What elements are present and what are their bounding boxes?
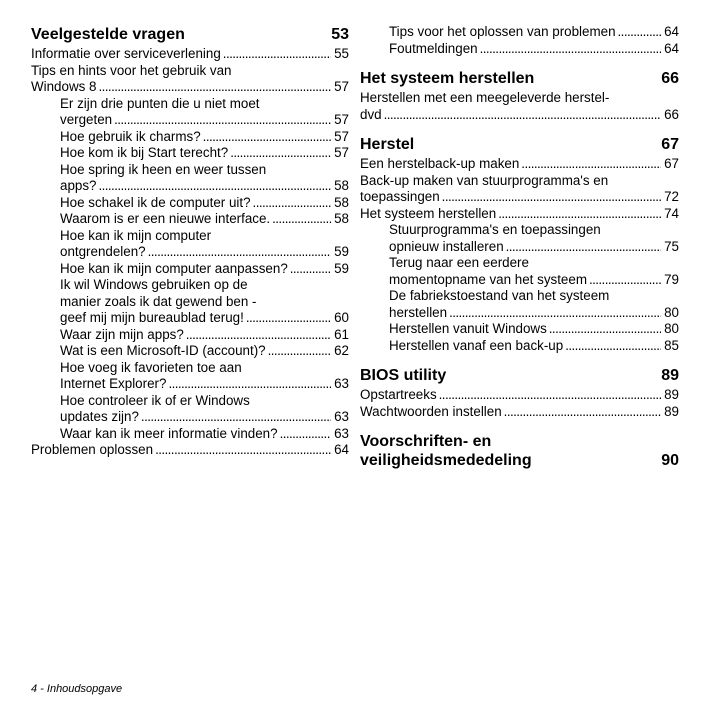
entry-line <box>389 305 679 322</box>
entry-page-number: 57 <box>334 145 349 160</box>
entry-title-first-line: Tips en hints voor het gebruik van <box>31 62 232 78</box>
entry-title-first-line: Terug naar een eerdere <box>389 255 529 270</box>
dot-leader <box>563 338 661 355</box>
entry-title: updates zijn? <box>60 409 139 424</box>
toc-subentry[interactable] <box>31 360 349 393</box>
section-page-number: 89 <box>661 367 679 384</box>
entry-page-number: 75 <box>664 238 679 254</box>
toc-subentry[interactable] <box>31 145 349 162</box>
entry-page-number: 64 <box>334 442 349 457</box>
section-title: Voorschriften- en veiligheidsmededeling <box>360 433 532 469</box>
entry-title: Een herstelback-up maken <box>360 156 520 171</box>
entry-title: Waar kan ik meer informatie vinden? <box>60 425 278 441</box>
toc-entry-list <box>360 156 679 354</box>
toc-entry-list <box>360 90 679 123</box>
entry-title: Windows 8 <box>31 79 97 94</box>
entry-page-number: 79 <box>664 271 679 287</box>
entry-title: ontgrendelen? <box>60 244 146 259</box>
entry-line <box>60 211 349 228</box>
toc-entry[interactable] <box>360 90 679 123</box>
page-footer: 4 - Inhoudsopgave <box>31 683 123 695</box>
entry-line <box>60 426 349 443</box>
entry-page-number: 64 <box>664 40 679 56</box>
dot-leader <box>244 310 331 327</box>
entry-title: apps? <box>60 178 97 193</box>
entry-page-number: 80 <box>664 304 679 320</box>
entry-line <box>60 409 349 426</box>
toc-entry[interactable] <box>360 156 679 173</box>
dot-leader <box>270 211 331 228</box>
toc-section-heading[interactable] <box>360 69 679 88</box>
entry-line <box>360 404 679 421</box>
entry-page-number: 55 <box>334 46 349 61</box>
entry-title: Herstellen vanaf een back-up <box>389 337 564 353</box>
toc-entry[interactable] <box>360 404 679 421</box>
entry-title: Tips voor het oplossen van problemen <box>389 24 616 39</box>
entry-title: vergeten <box>60 112 113 127</box>
dot-leader <box>251 195 332 212</box>
dot-leader <box>496 206 661 223</box>
entry-page-number: 67 <box>664 156 679 171</box>
entry-title-first-line: Er zijn drie punten die u niet moet <box>60 95 260 111</box>
entry-title: Hoe schakel ik de computer uit? <box>60 194 251 210</box>
entry-page-number: 59 <box>334 260 349 276</box>
entry-page-number: 63 <box>334 376 349 391</box>
entry-title: Problemen oplossen <box>31 442 154 457</box>
toc-section-heading[interactable] <box>360 135 679 154</box>
toc-entry[interactable] <box>360 173 679 206</box>
entry-title: geef mij mijn bureaublad terug! <box>60 310 244 325</box>
entry-line <box>60 327 349 344</box>
toc-subentry[interactable] <box>360 338 679 355</box>
entry-line <box>389 321 679 338</box>
toc-subentry[interactable] <box>31 162 349 195</box>
entry-title: Informatie over serviceverlening <box>31 46 221 61</box>
toc-entry[interactable] <box>360 387 679 404</box>
toc-subentry[interactable] <box>360 288 679 321</box>
toc-subentry[interactable] <box>31 96 349 129</box>
entry-title-first-line: Ik wil Windows gebruiken op de manier zoals ik dat gewend ben - <box>60 277 257 309</box>
entry-page-number: 85 <box>664 337 679 353</box>
entry-page-number: 66 <box>664 106 679 122</box>
section-title: Herstel <box>360 136 415 153</box>
section-page-number: 53 <box>331 26 349 43</box>
toc-subentry[interactable] <box>31 195 349 212</box>
entry-line <box>60 376 349 393</box>
entry-page-number: 64 <box>664 24 679 39</box>
entry-line <box>360 387 679 404</box>
entry-title-first-line: Hoe kan ik mijn computer <box>60 227 212 243</box>
entry-line <box>31 46 349 63</box>
entry-title: Hoe kom ik bij Start terecht? <box>60 145 229 160</box>
entry-title-first-line: Stuurprogramma's en toepassingen <box>389 222 601 237</box>
entry-page-number: 58 <box>334 211 349 226</box>
dot-leader <box>547 321 661 338</box>
entry-title-first-line: Herstellen met een meegeleverde herstel- <box>360 90 610 105</box>
entry-line <box>360 156 679 173</box>
toc-subentry[interactable] <box>360 41 679 58</box>
section-title: BIOS utility <box>360 367 447 384</box>
entry-title: Wachtwoorden instellen <box>360 403 502 419</box>
entry-line <box>60 178 349 195</box>
entry-title: Het systeem herstellen <box>360 205 497 221</box>
entry-title-first-line: Hoe voeg ik favorieten toe aan <box>60 359 242 375</box>
entry-page-number: 57 <box>334 112 349 127</box>
toc-subentry[interactable] <box>360 321 679 338</box>
dot-leader <box>502 404 661 421</box>
entry-title: toepassingen <box>360 189 440 204</box>
entry-line <box>389 24 679 41</box>
section-title: Veelgestelde vragen <box>31 26 185 43</box>
entry-page-number: 89 <box>664 403 679 419</box>
dot-leader <box>266 343 331 360</box>
entry-title: Opstartreeks <box>360 387 437 402</box>
entry-title-first-line: Hoe controleer ik of er Windows <box>60 392 250 408</box>
toc-entry-list <box>360 24 679 57</box>
dot-leader <box>201 129 331 146</box>
dot-leader <box>587 272 661 289</box>
dot-leader <box>437 387 661 404</box>
section-page-number: 90 <box>661 452 679 469</box>
entry-title: Wat is een Microsoft-ID (account)? <box>60 343 266 358</box>
toc-subentry[interactable] <box>31 393 349 426</box>
toc-section-heading[interactable] <box>360 366 679 385</box>
entry-title: Hoe gebruik ik charms? <box>60 128 201 144</box>
entry-page-number: 59 <box>334 244 349 259</box>
dot-leader <box>278 426 332 443</box>
entry-page-number: 57 <box>334 128 349 144</box>
toc-subentry[interactable] <box>31 228 349 261</box>
toc-subentry[interactable] <box>31 277 349 327</box>
toc-left-column <box>31 24 349 459</box>
dot-leader <box>288 261 331 278</box>
dot-leader <box>447 305 661 322</box>
entry-title: momentopname van het systeem <box>389 271 587 287</box>
entry-page-number: 62 <box>334 343 349 358</box>
dot-leader <box>139 409 331 426</box>
entry-page-number: 72 <box>664 189 679 204</box>
dot-leader <box>112 112 331 129</box>
dot-leader <box>166 376 331 393</box>
toc-subentry[interactable] <box>31 426 349 443</box>
entry-line <box>60 261 349 278</box>
entry-page-number: 80 <box>664 321 679 336</box>
entry-line <box>389 272 679 289</box>
dot-leader <box>153 442 331 459</box>
entry-page-number: 61 <box>334 326 349 342</box>
entry-line <box>60 129 349 146</box>
dot-leader <box>221 46 331 63</box>
dot-leader <box>96 178 331 195</box>
toc-subentry[interactable] <box>360 24 679 41</box>
entry-line <box>360 206 679 223</box>
section-page-number: 66 <box>661 70 679 87</box>
toc-section-list <box>360 69 679 470</box>
entry-title: Waar zijn mijn apps? <box>60 326 184 342</box>
entry-page-number: 63 <box>334 409 349 424</box>
toc-subentry[interactable] <box>31 327 349 344</box>
entry-page-number: 57 <box>334 79 349 94</box>
entry-title: Internet Explorer? <box>60 376 167 391</box>
toc-subentry[interactable] <box>31 129 349 146</box>
dot-leader <box>97 79 332 96</box>
entry-line <box>31 79 349 96</box>
dot-leader <box>519 156 661 173</box>
entry-line <box>360 189 679 206</box>
toc-subentry[interactable] <box>31 261 349 278</box>
dot-leader <box>146 244 331 261</box>
section-page-number: 67 <box>661 136 679 153</box>
toc-subentry[interactable] <box>31 343 349 360</box>
entry-line <box>60 195 349 212</box>
toc-right-column <box>360 24 679 472</box>
dot-leader <box>184 327 331 344</box>
entry-title-first-line: De fabriekstoestand van het systeem <box>389 288 610 303</box>
toc-subentry[interactable] <box>360 222 679 255</box>
entry-title: opnieuw installeren <box>389 238 504 254</box>
section-title: Het systeem herstellen <box>360 70 535 87</box>
entry-page-number: 58 <box>334 178 349 193</box>
toc-section-heading[interactable] <box>31 25 349 44</box>
entry-title: Hoe kan ik mijn computer aanpassen? <box>60 260 288 276</box>
entry-title: herstellen <box>389 304 448 320</box>
entry-page-number: 60 <box>334 310 349 325</box>
entry-line <box>60 343 349 360</box>
dot-leader <box>478 41 662 58</box>
entry-line <box>389 338 679 355</box>
entry-title: Foutmeldingen <box>389 40 478 56</box>
toc-entry-list <box>31 46 349 459</box>
entry-page-number: 58 <box>334 194 349 210</box>
toc-section-heading[interactable] <box>360 432 679 470</box>
entry-title-first-line: Back-up maken van stuurprogramma's en <box>360 172 609 188</box>
dot-leader <box>504 239 661 256</box>
entry-line <box>60 244 349 261</box>
toc-entry-list <box>360 387 679 420</box>
entry-line <box>360 107 679 124</box>
toc-entry[interactable] <box>31 442 349 459</box>
toc-entry[interactable] <box>360 206 679 223</box>
dot-leader <box>440 189 661 206</box>
entry-title: dvd <box>360 106 382 122</box>
entry-page-number: 74 <box>664 205 679 221</box>
dot-leader <box>228 145 331 162</box>
entry-line <box>60 310 349 327</box>
entry-line <box>60 112 349 129</box>
entry-page-number: 63 <box>334 425 349 441</box>
entry-title: Waarom is er een nieuwe interface. <box>60 211 271 226</box>
toc-entry[interactable] <box>31 63 349 96</box>
entry-line <box>31 442 349 459</box>
entry-page-number: 89 <box>664 387 679 402</box>
entry-title: Herstellen vanuit Windows <box>389 321 547 336</box>
toc-subentry[interactable] <box>31 211 349 228</box>
entry-line <box>60 145 349 162</box>
toc-subentry[interactable] <box>360 255 679 288</box>
entry-title-first-line: Hoe spring ik heen en weer tussen <box>60 161 267 177</box>
dot-leader <box>616 24 662 41</box>
dot-leader <box>382 107 662 124</box>
toc-entry[interactable] <box>31 46 349 63</box>
entry-line <box>389 239 679 256</box>
entry-line <box>389 41 679 58</box>
